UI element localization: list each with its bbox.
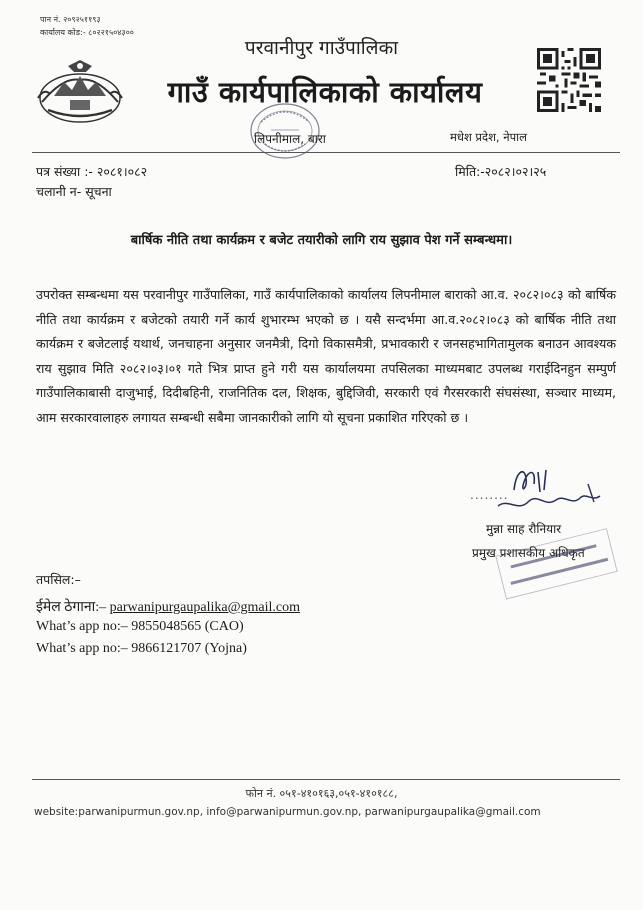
office-title: गाउँ कार्यपालिकाको कार्यालय <box>167 75 483 109</box>
reference-number: पत्र संख्या :- २०८१।०८२ <box>36 164 148 179</box>
signature-dots: ........ <box>470 488 509 502</box>
handwritten-signature <box>468 462 608 518</box>
letter-subject: बार्षिक नीति तथा कार्यक्रम र बजेट तयारीको लागि राय सुझाव पेश गर्ने सम्बन्धमा। <box>130 233 513 248</box>
signatory-name: मुन्ना साह रौनियार <box>486 522 562 536</box>
qr-code <box>537 48 601 112</box>
signatory-title: प्रमुख प्रशासकीय अधिकृत <box>472 546 585 560</box>
email-link[interactable]: parwanipurgaupalika@gmail.com <box>109 600 300 615</box>
email-line <box>36 597 300 616</box>
signature-stamp <box>490 526 622 606</box>
pan-number: पान नं. २०९२५११९३ <box>40 15 101 24</box>
letter-date: मिति:-२०८२।०२।२५ <box>455 164 547 179</box>
dispatch-number: चलानी न- सूचना <box>36 184 112 199</box>
footer-phone: फोन नं. ०५१-४१०१६३,०५१-४१०१८८, <box>245 787 398 800</box>
tapsil-label: तपसिल:– <box>36 572 81 587</box>
location-right: मधेश प्रदेश, नेपाल <box>450 130 527 144</box>
municipality-name: परवानीपुर गाउँपालिका <box>244 37 399 59</box>
letter-body: उपरोक्त सम्बन्धमा यस परवानीपुर गाउँपालिका, गाउँ कार्यपालिकाको कार्यालय लिपनीमाल बाराको आ.व. २०८२।०८३ को बार्षिक नीति तथा कार्यक्रम र बजेटको तयारी गर्ने कार्य शुभारम्भ भएको छ । यसै सन्दर्भमा आ.व.२०८२।०८३ को बार्षिक नीति तथा कार्यक्रम र बजेटलाई यथार्थ, जनचाहना अनुसार जनमैत्री, दिगो विकासमैत्री, प्रभावकारी र जनसहभागितामुलक बनाउन आवश्यक राय सुझाव मिति २०८२।०३।०१ गते भित्र प्राप्त हुने गरी यस कार्यालयमा तपसिलका माध्यमबाट उपलब्ध गराईदिनहुन सम्पुर्ण गाउँपालिकाबासी दाजुभाई, दिदीबहिनी, राजनितिक दल, शिक्षक, बुद्दिजिवी, सरकारी एवं गैरसरकारी संघसंस्था, सञ्चार माध्यम, आम सरकारवालाहरु लगायत सम्बन्धी सबैमा जानकारीको लागि यो सूचना प्रकाशित गरिएको छ । <box>36 287 616 425</box>
footer-website: website:parwanipurmun.gov.np, info@parwanipurmun.gov.np, parwanipurgaupalika@gmail.com <box>34 806 541 818</box>
whatsapp-cao: What’s app no:– 9855048565 (CAO) <box>36 619 244 634</box>
email-label: ईमेल ठेगाना:– <box>36 600 110 615</box>
footer-divider <box>32 779 620 780</box>
nepal-emblem-logo <box>34 58 126 128</box>
office-code: कार्यालय कोड:- ८०२२१५०४३०० <box>40 28 134 37</box>
whatsapp-yojna: What’s app no:– 9866121707 (Yojna) <box>36 641 247 656</box>
location-left: लिपनीमाल, बारा <box>254 132 326 146</box>
header-divider <box>32 152 620 153</box>
